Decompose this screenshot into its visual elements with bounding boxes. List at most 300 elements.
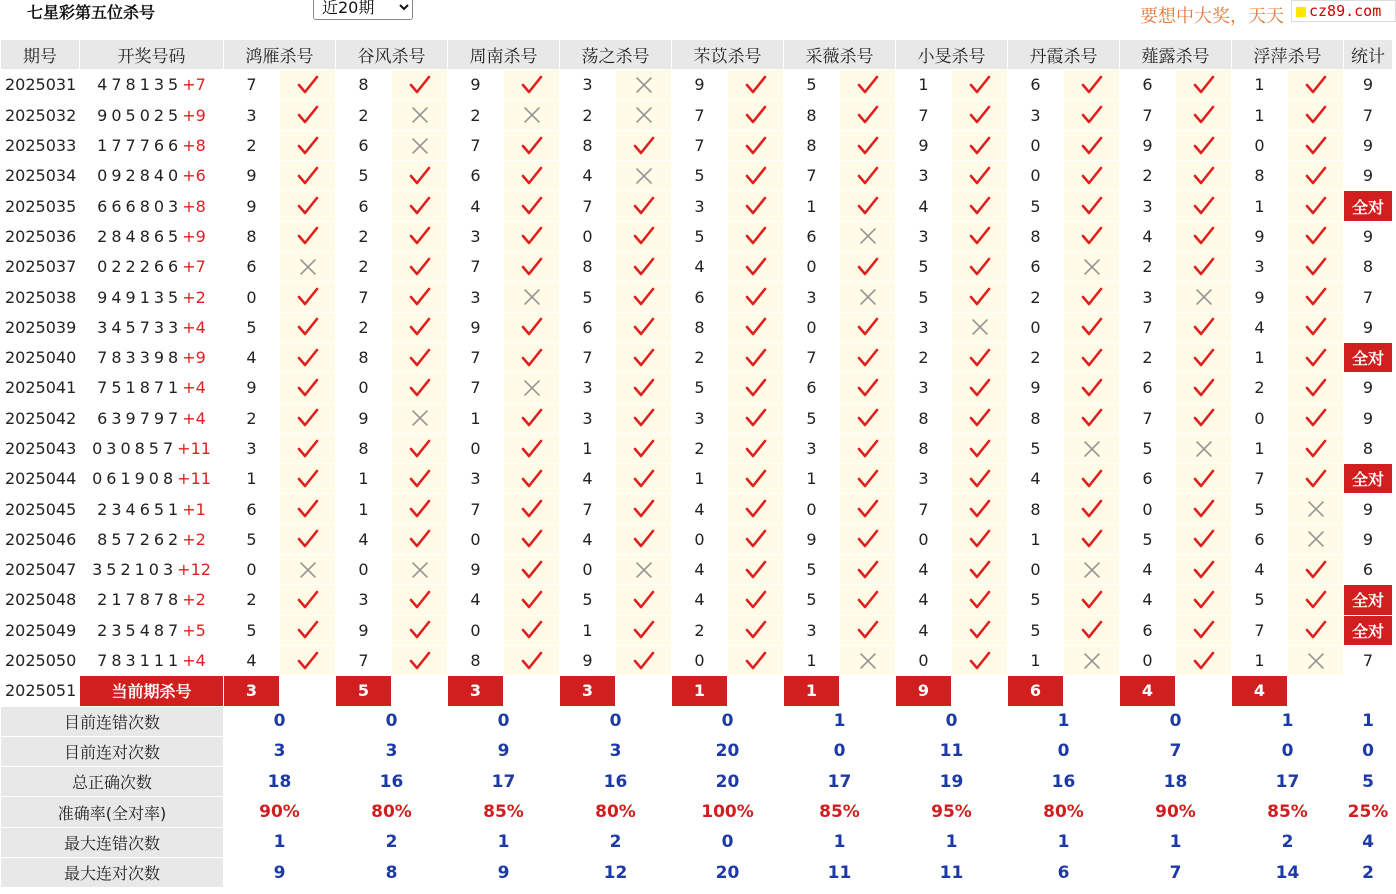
check-icon <box>521 469 543 489</box>
kill-number: 2 <box>560 100 616 130</box>
check-icon <box>297 75 319 95</box>
result-mark <box>728 100 784 130</box>
kill-number: 7 <box>448 252 504 282</box>
kill-number: 0 <box>1008 312 1064 342</box>
check-icon <box>633 378 655 398</box>
check-icon <box>633 226 655 246</box>
site-logo[interactable] <box>1291 0 1396 22</box>
kill-number: 8 <box>448 645 504 675</box>
kill-number: 7 <box>896 494 952 524</box>
check-icon <box>745 378 767 398</box>
summary-value: 85% <box>784 797 896 827</box>
current-kill-number: 4 <box>1232 676 1288 706</box>
summary-value: 0 <box>672 827 784 857</box>
check-icon <box>1305 590 1327 610</box>
kill-number: 4 <box>1232 555 1288 585</box>
check-icon <box>409 439 431 459</box>
check-icon <box>1305 439 1327 459</box>
cross-icon <box>633 75 655 95</box>
result-mark <box>280 191 336 221</box>
table-row <box>1 524 1393 554</box>
bonus-number: +7 <box>182 75 206 95</box>
cross-icon <box>1305 499 1327 519</box>
cross-icon <box>1081 257 1103 277</box>
result-mark <box>1288 464 1344 494</box>
check-icon <box>297 166 319 186</box>
kill-number: 4 <box>896 615 952 645</box>
cross-icon <box>857 226 879 246</box>
result-mark <box>1288 161 1344 191</box>
check-icon <box>745 499 767 519</box>
result-mark <box>616 373 672 403</box>
draw-numbers-cell <box>80 221 224 251</box>
summary-value: 0 <box>1232 736 1344 766</box>
kill-number: 7 <box>224 70 280 100</box>
summary-value: 6 <box>1008 858 1120 888</box>
kill-number: 7 <box>560 494 616 524</box>
kill-number: 1 <box>336 494 392 524</box>
summary-value: 95% <box>896 797 1008 827</box>
result-mark <box>280 70 336 100</box>
draw-numbers-cell <box>80 585 224 615</box>
empty-cell <box>504 676 560 706</box>
summary-value: 1 <box>784 706 896 736</box>
check-icon <box>857 499 879 519</box>
kill-number: 1 <box>1232 70 1288 100</box>
kill-number: 3 <box>784 282 840 312</box>
summary-label: 目前连错次数 <box>1 706 224 736</box>
result-mark <box>1176 191 1232 221</box>
check-icon <box>745 287 767 307</box>
period-cell: 2025038 <box>1 282 80 312</box>
check-icon <box>521 651 543 671</box>
kill-number: 5 <box>224 312 280 342</box>
result-mark <box>504 615 560 645</box>
cross-icon <box>409 105 431 125</box>
result-mark <box>1176 494 1232 524</box>
result-mark <box>1176 645 1232 675</box>
kill-number: 7 <box>448 373 504 403</box>
kill-number: 3 <box>448 282 504 312</box>
period-cell: 2025042 <box>1 403 80 433</box>
check-icon <box>857 257 879 277</box>
summary-value: 16 <box>560 767 672 797</box>
kill-number: 0 <box>1008 555 1064 585</box>
result-mark <box>952 70 1008 100</box>
period-cell: 2025043 <box>1 433 80 463</box>
stat-cell: 9 <box>1344 161 1393 191</box>
check-icon <box>969 136 991 156</box>
result-mark <box>1064 130 1120 160</box>
result-mark <box>728 645 784 675</box>
result-mark <box>504 252 560 282</box>
summary-value: 1 <box>1008 827 1120 857</box>
check-icon <box>521 317 543 337</box>
cross-icon <box>409 560 431 580</box>
draw-numbers: 949135 <box>97 287 183 307</box>
kill-number: 8 <box>560 130 616 160</box>
summary-row <box>1 827 1393 857</box>
summary-value: 0 <box>1120 706 1232 736</box>
check-icon <box>633 317 655 337</box>
kill-number: 8 <box>896 433 952 463</box>
result-mark <box>1064 403 1120 433</box>
result-mark <box>840 221 896 251</box>
result-mark <box>1288 615 1344 645</box>
table-row <box>1 373 1393 403</box>
check-icon <box>1193 226 1215 246</box>
summary-value: 11 <box>896 736 1008 766</box>
current-kill-number: 6 <box>1008 676 1064 706</box>
stat-cell: 9 <box>1344 221 1393 251</box>
result-mark <box>952 130 1008 160</box>
check-icon <box>1193 317 1215 337</box>
result-mark <box>840 191 896 221</box>
result-mark <box>504 312 560 342</box>
bonus-number: +7 <box>182 257 206 277</box>
kill-number: 3 <box>1008 100 1064 130</box>
cross-icon <box>521 105 543 125</box>
summary-value: 16 <box>336 767 448 797</box>
check-icon <box>1193 651 1215 671</box>
period-cell: 2025032 <box>1 100 80 130</box>
column-header: 鸿雁杀号 <box>224 40 336 70</box>
kill-number: 5 <box>1008 585 1064 615</box>
kill-number: 3 <box>896 373 952 403</box>
kill-number: 2 <box>1008 282 1064 312</box>
draw-numbers: 061908 <box>92 469 178 489</box>
check-icon <box>969 439 991 459</box>
summary-value: 80% <box>336 797 448 827</box>
result-mark <box>1288 221 1344 251</box>
period-cell: 2025050 <box>1 645 80 675</box>
result-mark <box>1288 282 1344 312</box>
period-cell: 2025034 <box>1 161 80 191</box>
kill-number: 3 <box>1120 282 1176 312</box>
result-mark <box>1288 555 1344 585</box>
kill-number: 2 <box>672 615 728 645</box>
kill-number: 7 <box>336 645 392 675</box>
kill-number: 1 <box>224 464 280 494</box>
result-mark <box>1288 130 1344 160</box>
check-icon <box>297 317 319 337</box>
kill-number: 9 <box>448 312 504 342</box>
result-mark <box>392 342 448 372</box>
cross-icon <box>521 287 543 307</box>
summary-value: 2 <box>1232 827 1344 857</box>
kill-number: 3 <box>672 403 728 433</box>
check-icon <box>745 75 767 95</box>
kill-number: 2 <box>224 585 280 615</box>
check-icon <box>633 439 655 459</box>
kill-number: 0 <box>1008 130 1064 160</box>
result-mark <box>1176 433 1232 463</box>
check-icon <box>633 499 655 519</box>
kill-number: 9 <box>224 161 280 191</box>
kill-number: 4 <box>672 555 728 585</box>
result-mark <box>392 252 448 282</box>
period-cell: 2025040 <box>1 342 80 372</box>
check-icon <box>409 620 431 640</box>
summary-label: 最大连对次数 <box>1 858 224 888</box>
check-icon <box>1193 196 1215 216</box>
check-icon <box>633 196 655 216</box>
result-mark <box>280 464 336 494</box>
kill-number: 3 <box>784 615 840 645</box>
check-icon <box>857 620 879 640</box>
check-icon <box>1193 529 1215 549</box>
draw-numbers-cell <box>80 70 224 100</box>
kill-number: 0 <box>560 555 616 585</box>
summary-value: 7 <box>1120 736 1232 766</box>
draw-numbers-cell <box>80 615 224 645</box>
summary-stat: 5 <box>1344 767 1393 797</box>
kill-number: 6 <box>560 312 616 342</box>
summary-row <box>1 736 1393 766</box>
check-icon <box>969 590 991 610</box>
period-cell: 2025041 <box>1 373 80 403</box>
result-mark <box>392 585 448 615</box>
check-icon <box>969 166 991 186</box>
kill-number: 2 <box>672 433 728 463</box>
check-icon <box>1193 620 1215 640</box>
result-mark <box>504 342 560 372</box>
result-mark <box>728 433 784 463</box>
result-mark <box>504 191 560 221</box>
result-mark <box>392 373 448 403</box>
column-header: 周南杀号 <box>448 40 560 70</box>
result-mark <box>840 100 896 130</box>
stat-cell: 9 <box>1344 524 1393 554</box>
stat-cell: 7 <box>1344 645 1393 675</box>
summary-value: 9 <box>224 858 336 888</box>
draw-numbers-cell <box>80 312 224 342</box>
kill-number: 5 <box>1120 433 1176 463</box>
result-mark <box>952 433 1008 463</box>
kill-number: 4 <box>336 524 392 554</box>
period-cell: 2025046 <box>1 524 80 554</box>
check-icon <box>745 105 767 125</box>
bonus-number: +4 <box>182 651 206 671</box>
check-icon <box>521 136 543 156</box>
logo-square-icon <box>1296 7 1306 17</box>
kill-number: 4 <box>896 585 952 615</box>
check-icon <box>1193 105 1215 125</box>
result-mark <box>280 555 336 585</box>
summary-value: 3 <box>560 736 672 766</box>
kill-number: 9 <box>1120 130 1176 160</box>
result-mark <box>280 282 336 312</box>
kill-number: 6 <box>224 252 280 282</box>
result-mark <box>1064 464 1120 494</box>
kill-number: 1 <box>784 191 840 221</box>
cross-icon <box>409 136 431 156</box>
check-icon <box>521 166 543 186</box>
period-cell: 2025044 <box>1 464 80 494</box>
check-icon <box>969 620 991 640</box>
result-mark <box>616 130 672 160</box>
kill-number: 3 <box>224 433 280 463</box>
result-mark <box>728 252 784 282</box>
kill-number: 1 <box>1008 524 1064 554</box>
kill-number: 9 <box>336 615 392 645</box>
result-mark <box>504 161 560 191</box>
kill-number: 5 <box>336 161 392 191</box>
cross-icon <box>1193 439 1215 459</box>
kill-number: 6 <box>1120 70 1176 100</box>
result-mark <box>1064 585 1120 615</box>
kill-number: 5 <box>672 373 728 403</box>
result-mark <box>392 403 448 433</box>
summary-stat: 2 <box>1344 858 1393 888</box>
result-mark <box>616 100 672 130</box>
kill-number: 2 <box>224 403 280 433</box>
check-icon <box>633 136 655 156</box>
summary-value: 12 <box>560 858 672 888</box>
result-mark <box>952 403 1008 433</box>
draw-numbers: 783398 <box>97 348 183 368</box>
current-kill-label: 当前期杀号 <box>80 676 224 706</box>
kill-number: 9 <box>336 403 392 433</box>
result-mark <box>1176 221 1232 251</box>
column-header: 期号 <box>1 40 80 70</box>
check-icon <box>745 469 767 489</box>
current-kill-number: 5 <box>336 676 392 706</box>
result-mark <box>728 191 784 221</box>
check-icon <box>297 439 319 459</box>
result-mark <box>616 645 672 675</box>
check-icon <box>1193 408 1215 428</box>
stat-cell: 9 <box>1344 70 1393 100</box>
kill-number: 7 <box>1232 464 1288 494</box>
kill-number: 0 <box>224 555 280 585</box>
kill-number: 4 <box>672 585 728 615</box>
summary-row <box>1 797 1393 827</box>
result-mark <box>1288 252 1344 282</box>
kill-number: 0 <box>224 282 280 312</box>
kill-number: 7 <box>448 494 504 524</box>
summary-stat: 25% <box>1344 797 1393 827</box>
check-icon <box>409 529 431 549</box>
check-icon <box>1081 590 1103 610</box>
kill-number: 0 <box>1120 494 1176 524</box>
result-mark <box>616 252 672 282</box>
result-mark <box>616 70 672 100</box>
kill-number: 5 <box>784 70 840 100</box>
kill-number: 0 <box>672 645 728 675</box>
result-mark <box>728 494 784 524</box>
check-icon <box>1305 348 1327 368</box>
result-mark <box>504 373 560 403</box>
check-icon <box>409 499 431 519</box>
period-cell: 2025031 <box>1 70 80 100</box>
result-mark <box>392 191 448 221</box>
draw-numbers: 857262 <box>97 529 183 549</box>
kill-number: 2 <box>224 130 280 160</box>
check-icon <box>857 378 879 398</box>
check-icon <box>969 378 991 398</box>
kill-number: 5 <box>1008 433 1064 463</box>
check-icon <box>297 620 319 640</box>
kill-number: 9 <box>560 645 616 675</box>
result-mark <box>616 585 672 615</box>
kill-number: 7 <box>448 130 504 160</box>
kill-number: 7 <box>896 100 952 130</box>
summary-value: 0 <box>448 706 560 736</box>
cross-icon <box>1193 287 1215 307</box>
result-mark <box>840 555 896 585</box>
kill-number: 5 <box>560 585 616 615</box>
check-icon <box>297 348 319 368</box>
check-icon <box>1305 166 1327 186</box>
kill-number: 4 <box>1232 312 1288 342</box>
kill-number: 3 <box>560 70 616 100</box>
stat-cell: 9 <box>1344 130 1393 160</box>
result-mark <box>840 403 896 433</box>
result-mark <box>728 585 784 615</box>
check-icon <box>1193 469 1215 489</box>
summary-row <box>1 706 1393 736</box>
check-icon <box>409 196 431 216</box>
kill-number-table <box>0 39 1393 888</box>
bonus-number: +8 <box>182 136 206 156</box>
table-row <box>1 403 1393 433</box>
summary-value: 17 <box>1232 767 1344 797</box>
kill-number: 3 <box>224 100 280 130</box>
result-mark <box>1064 252 1120 282</box>
draw-numbers-cell <box>80 282 224 312</box>
result-mark <box>1288 191 1344 221</box>
period-select[interactable] <box>313 0 413 20</box>
summary-value: 14 <box>1232 858 1344 888</box>
kill-number: 0 <box>336 373 392 403</box>
summary-value: 7 <box>1120 858 1232 888</box>
draw-numbers-cell <box>80 100 224 130</box>
check-icon <box>521 499 543 519</box>
stat-cell: 9 <box>1344 494 1393 524</box>
result-mark <box>840 615 896 645</box>
check-icon <box>745 439 767 459</box>
kill-number: 9 <box>224 373 280 403</box>
result-mark <box>1176 282 1232 312</box>
check-icon <box>969 499 991 519</box>
kill-number: 6 <box>336 191 392 221</box>
draw-numbers: 666803 <box>97 196 183 216</box>
kill-number: 6 <box>1120 464 1176 494</box>
result-mark <box>616 221 672 251</box>
result-mark <box>840 464 896 494</box>
check-icon <box>745 257 767 277</box>
result-mark <box>504 130 560 160</box>
check-icon <box>745 166 767 186</box>
stat-cell: 全对 <box>1344 585 1393 615</box>
result-mark <box>280 100 336 130</box>
kill-number: 3 <box>1120 191 1176 221</box>
result-mark <box>1288 100 1344 130</box>
summary-value: 0 <box>896 706 1008 736</box>
stat-cell: 6 <box>1344 555 1393 585</box>
summary-value: 3 <box>224 736 336 766</box>
check-icon <box>1305 257 1327 277</box>
table-row <box>1 161 1393 191</box>
table-row <box>1 645 1393 675</box>
check-icon <box>1305 469 1327 489</box>
result-mark <box>952 191 1008 221</box>
header-row <box>1 40 1393 70</box>
result-mark <box>1064 342 1120 372</box>
check-icon <box>297 378 319 398</box>
kill-number: 6 <box>224 494 280 524</box>
